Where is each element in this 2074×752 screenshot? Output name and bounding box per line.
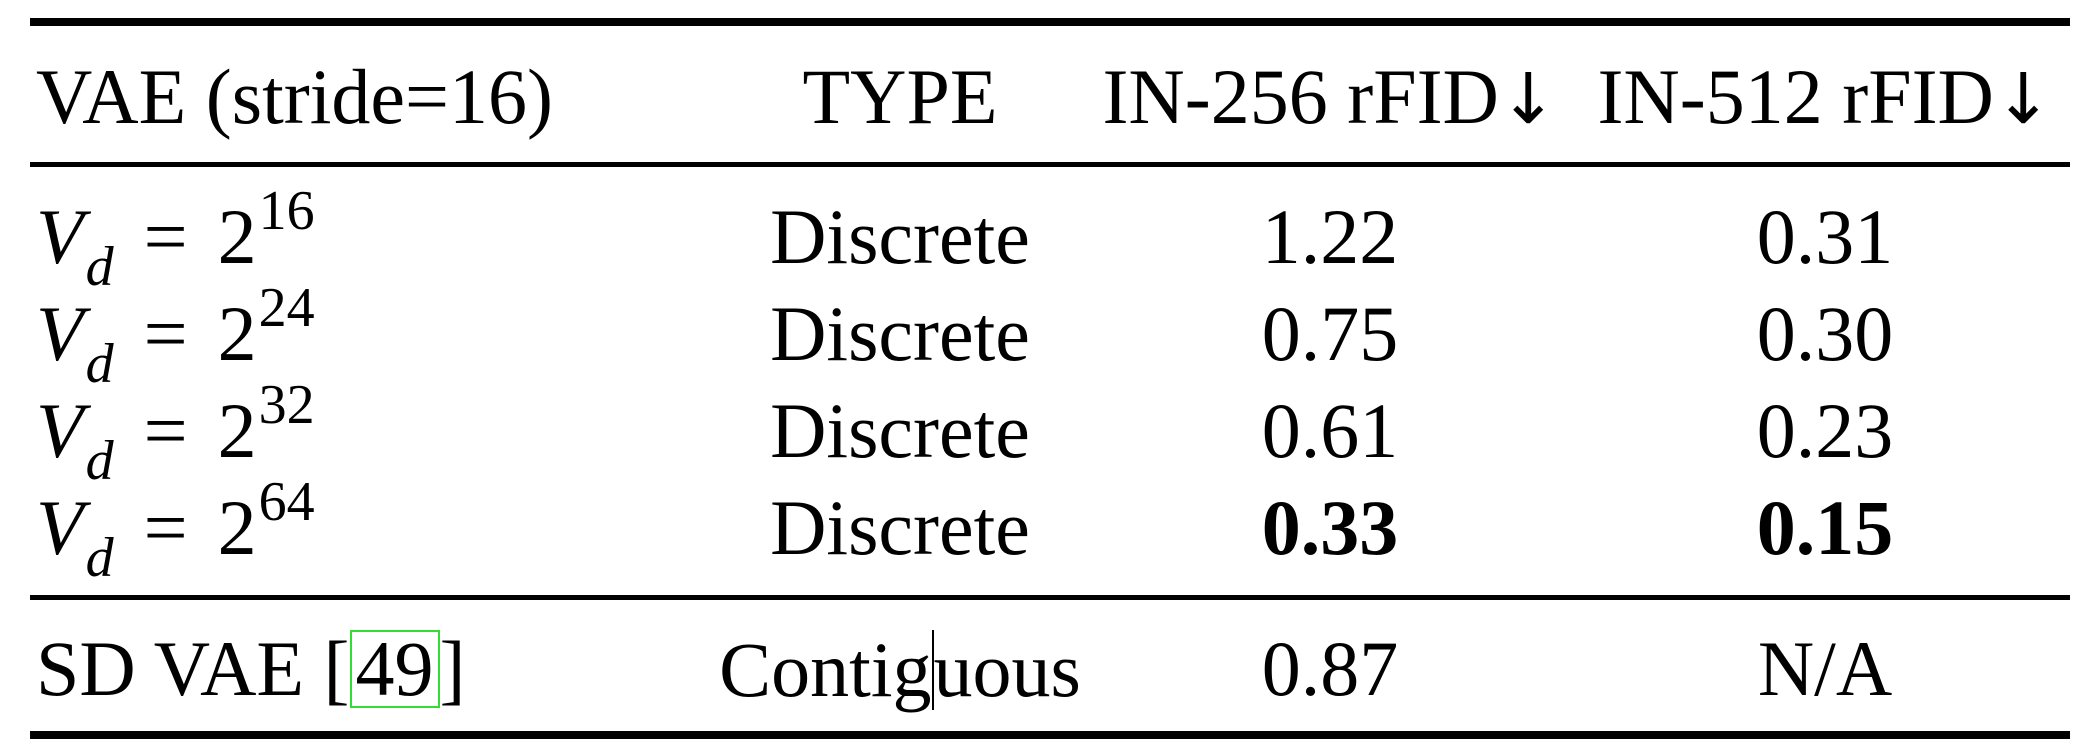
baseline-in256: 0.87 [1261, 625, 1399, 712]
citation-link[interactable]: 49 [350, 630, 440, 708]
row-in256: 0.75 [1261, 290, 1399, 377]
top-rule [30, 18, 2070, 26]
row-in512: 0.23 [1756, 387, 1894, 474]
row-in256-best: 0.33 [1261, 484, 1399, 571]
row-in512-best: 0.15 [1756, 484, 1894, 571]
baseline-label: SD VAE [49] [36, 625, 466, 712]
header-vae: VAE (stride=16) [36, 53, 553, 140]
down-arrow-icon: ↓ [1993, 58, 2053, 140]
row-in512: 0.31 [1756, 193, 1894, 280]
row-type: Discrete [770, 484, 1030, 571]
row-type: Discrete [770, 290, 1030, 377]
down-arrow-icon: ↓ [1498, 58, 1558, 140]
header-type: TYPE [802, 53, 998, 140]
baseline-in512: N/A [1757, 625, 1893, 712]
row-type: Discrete [770, 387, 1030, 474]
bottom-rule [30, 731, 2070, 739]
row-in256: 1.22 [1261, 193, 1399, 280]
header-rule [30, 162, 2070, 167]
row-type: Discrete [770, 193, 1030, 280]
baseline-rule [30, 595, 2070, 600]
row-in512: 0.30 [1756, 290, 1894, 377]
row-vocab-label: $V_d = 2^{32}$ [36, 374, 315, 492]
row-vocab-label: $V_d = 2^{16}$ [36, 180, 315, 298]
header-in256: IN-256 rFID↓ [1102, 53, 1558, 140]
row-in256: 0.61 [1261, 387, 1399, 474]
row-vocab-label: $V_d = 2^{24}$ [36, 277, 315, 395]
row-vocab-label: $V_d = 2^{64}$ [36, 471, 315, 589]
header-in512: IN-512 rFID↓ [1597, 53, 2053, 140]
baseline-type: Contiguous [719, 626, 1081, 713]
